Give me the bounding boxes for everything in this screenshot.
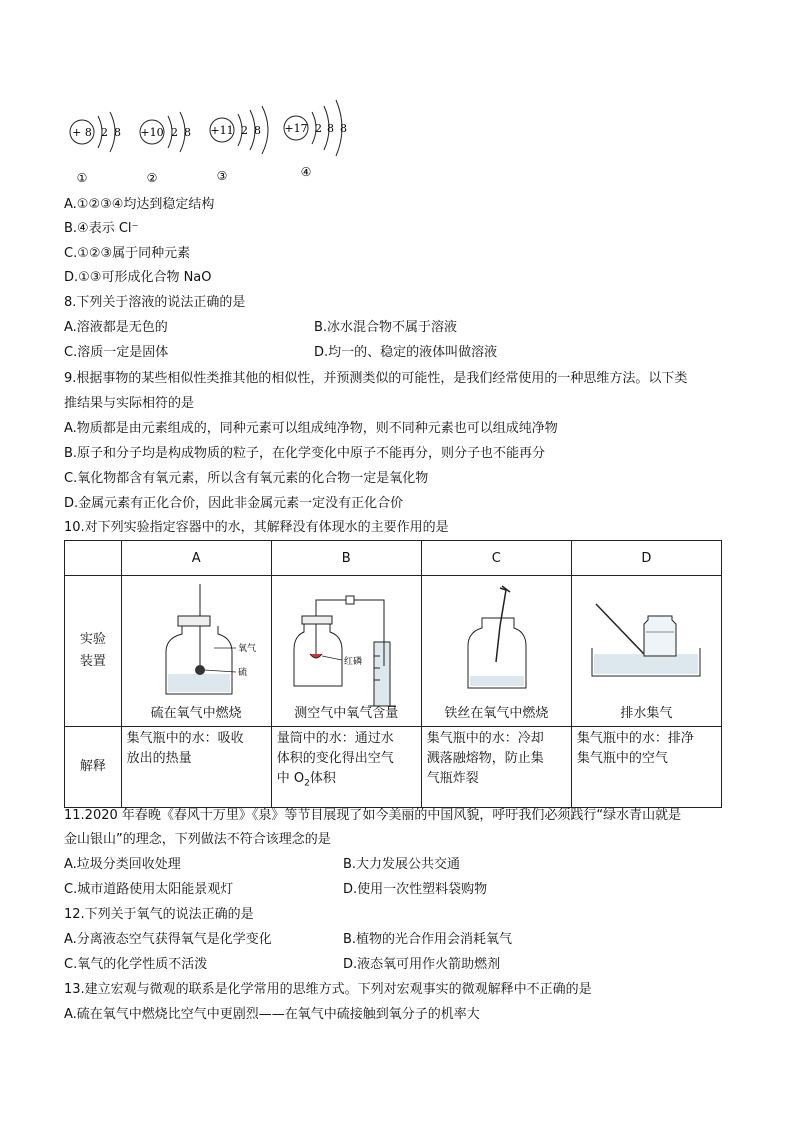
caption-c: 铁丝在氧气中燃烧: [444, 706, 549, 721]
q9-option-a: A.物质都是由元素组成的，同种元素可以组成纯净物，则不同种元素也可以组成纯净物: [64, 421, 558, 436]
apparatus-a: [121, 576, 271, 727]
table-corner: [65, 541, 122, 576]
atom-4-nucleus: +17: [284, 122, 308, 135]
svg-text:氧气: 氧气: [237, 644, 256, 654]
q8-option-c: C.溶质一定是固体: [64, 345, 169, 360]
q13-option-a: A.硫在氧气中燃烧比空气中更剧烈——在氧气中硫接触到氧分子的机率大: [64, 1007, 480, 1022]
atom-1-label: ①: [76, 171, 88, 185]
atom-diagrams-svg: [60, 88, 390, 188]
apparatus-c: [421, 576, 571, 727]
svg-text:2: 2: [241, 124, 248, 137]
col-head-b: B: [271, 541, 421, 576]
q13-stem: 13.建立宏观与微观的联系是化学常用的思维方式。下列对宏观事实的微观解释中不正确的是: [64, 982, 592, 997]
col-head-a: A: [121, 541, 271, 576]
q8-option-d: D.均一的、稳定的液体叫做溶液: [314, 345, 498, 360]
atom-3-nucleus: +11: [210, 124, 234, 137]
atom-3: [210, 106, 268, 183]
q9-option-c: C.氧化物都含有氧元素，所以含有氧元素的化合物一定是氧化物: [64, 471, 429, 486]
col-head-d: D: [571, 541, 721, 576]
experiment-table: [64, 540, 722, 808]
q7-option-a: A.①②③④均达到稳定结构: [64, 197, 215, 212]
col-head-c: C: [421, 541, 571, 576]
table-header-row: [65, 541, 722, 576]
apparatus-row-label: 实验 装置: [65, 576, 122, 727]
atom-1: [70, 112, 121, 185]
q12-option-c: C.氧气的化学性质不活泼: [64, 957, 208, 972]
q11-stem-line1: 11.2020 年春晚《春风十万里》《泉》等节目展现了如今美丽的中国风貌，呼吁我们必须践行“绿水青山就是: [64, 808, 682, 823]
explain-row: [65, 727, 722, 808]
caption-b: 测空气中氧气含量: [294, 706, 399, 721]
apparatus-b: [271, 576, 421, 727]
q8-option-b: B.冰水混合物不属于溶液: [314, 320, 458, 335]
q7-option-b: B.④表示 Cl⁻: [64, 221, 139, 236]
q11-option-b: B.大力发展公共交通: [343, 857, 461, 872]
atom-structure-diagrams: [60, 88, 390, 188]
explain-row-label: 解释: [65, 727, 122, 808]
q9-option-d: D.金属元素有正化合价，因此非金属元素一定没有正化合价: [64, 496, 404, 511]
q12-stem: 12.下列关于氧气的说法正确的是: [64, 907, 254, 922]
q10-stem: 10.对下列实验指定容器中的水，其解释没有体现水的主要作用的是: [64, 520, 449, 535]
apparatus-row: [65, 576, 722, 727]
explain-a: 集气瓶中的水：吸收 放出的热量: [121, 727, 271, 808]
explain-b: 量筒中的水：通过水 体积的变化得出空气 中 $O_2$体积: [271, 727, 421, 808]
atom-1-nucleus: + 8: [72, 126, 92, 139]
explain-c: 集气瓶中的水：冷却 溅落融熔物，防止集 气瓶炸裂: [421, 727, 571, 808]
q8-stem: 8.下列关于溶液的说法正确的是: [64, 295, 246, 310]
apparatus-d: [571, 576, 721, 727]
svg-text:2: 2: [101, 126, 108, 139]
atom-3-label: ③: [216, 169, 228, 183]
caption-d: 排水集气: [620, 706, 673, 721]
q11-option-d: D.使用一次性塑料袋购物: [343, 882, 488, 897]
q7-option-d: D.①③可形成化合物 NaO: [64, 270, 212, 285]
q7-option-c: C.①②③属于同种元素: [64, 246, 191, 261]
svg-text:8: 8: [184, 126, 191, 139]
atom-2: [140, 112, 191, 185]
svg-text:硫: 硫: [237, 668, 247, 678]
caption-a: 硫在氧气中燃烧: [150, 706, 242, 721]
svg-text:8: 8: [340, 122, 347, 135]
q8-option-a: A.溶液都是无色的: [64, 320, 168, 335]
q11-option-a: A.垃圾分类回收处理: [64, 857, 181, 872]
q11-option-c: C.城市道路使用太阳能景观灯: [64, 882, 234, 897]
svg-text:8: 8: [327, 122, 334, 135]
q12-option-a: A.分离液态空气获得氧气是化学变化: [64, 932, 272, 947]
svg-text:红磷: 红磷: [343, 657, 362, 667]
svg-text:2: 2: [315, 122, 322, 135]
q12-option-b: B.植物的光合作用会消耗氧气: [343, 932, 513, 947]
atom-4-label: ④: [300, 165, 312, 179]
q9-stem-line1: 9.根据事物的某些相似性类推其他的相似性，并预测类似的可能性，是我们经常使用的一种思维方法。以下类: [64, 371, 688, 386]
q12-option-d: D.液态氧可用作火箭助燃剂: [343, 957, 501, 972]
svg-text:2: 2: [171, 126, 178, 139]
svg-text:8: 8: [254, 124, 261, 137]
q9-stem-line2: 推结果与实际相符的是: [64, 396, 195, 411]
q11-stem-line2: 金山银山”的理念，下列做法不符合该理念的是: [64, 832, 331, 847]
q9-option-b: B.原子和分子均是构成物质的粒子，在化学变化中原子不能再分，则分子也不能再分: [64, 446, 546, 461]
atom-2-nucleus: +10: [140, 126, 164, 139]
svg-text:8: 8: [114, 126, 121, 139]
atom-4: [284, 100, 347, 179]
explain-d: 集气瓶中的水：排净 集气瓶中的空气: [571, 727, 721, 808]
atom-2-label: ②: [146, 171, 158, 185]
